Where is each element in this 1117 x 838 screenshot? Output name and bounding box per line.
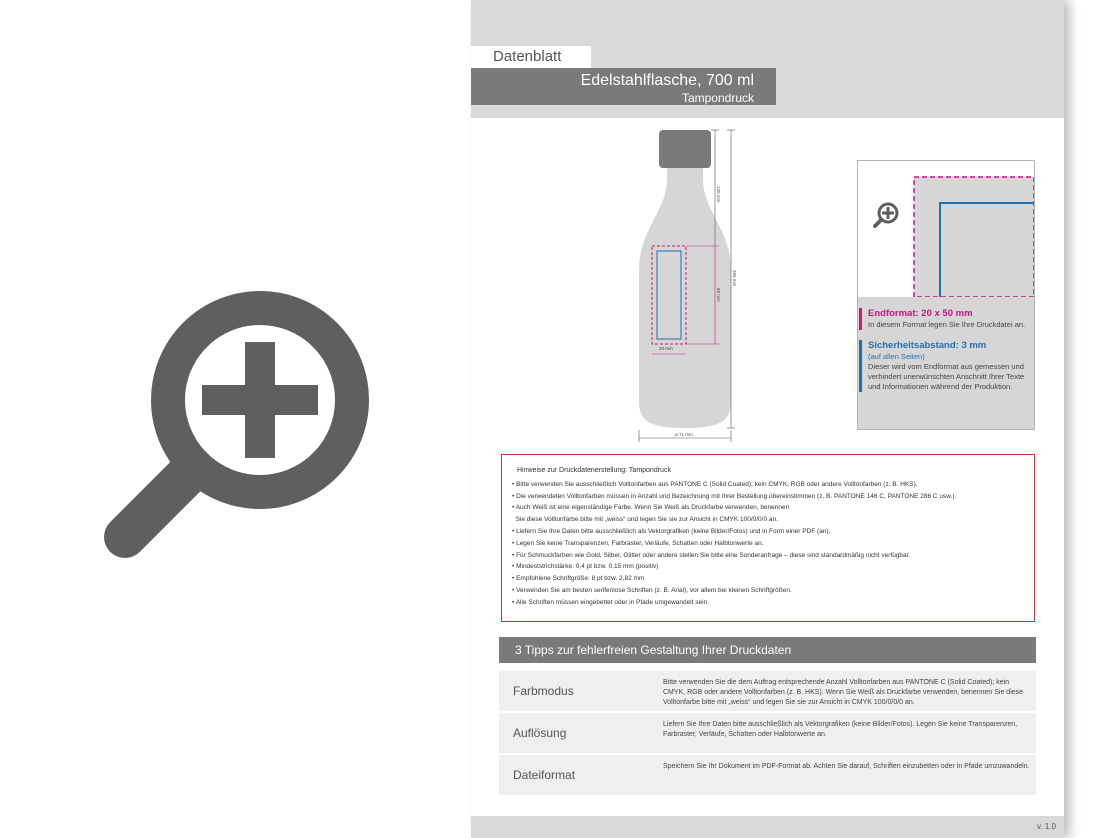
zoom-in-icon[interactable] bbox=[100, 290, 370, 560]
notes-heading: Hinweise zur Druckdatenerstellung: Tampondruck bbox=[517, 467, 671, 474]
tip-row-aufloesung bbox=[499, 713, 1036, 753]
version-label: v. 1.0 bbox=[1037, 822, 1056, 831]
tip-row-farbmodus bbox=[499, 671, 1036, 711]
datasheet-label: Datenblatt bbox=[471, 46, 591, 68]
tip-label: Dateiformat bbox=[513, 768, 576, 782]
print-area-detail-image bbox=[858, 161, 1034, 297]
note-item: • Bitte verwenden Sie ausschließlich Volltonfarben aus PANTONE C (Solid Coated); kein CMYK, RGB oder andere Volltonfarben (z. B. HKS). bbox=[512, 480, 918, 488]
dim-diameter-label: ø 71 mm bbox=[675, 432, 693, 437]
datasheet-page bbox=[471, 0, 1064, 838]
safety-title: Sicherheitsabstand: 3 mm bbox=[868, 340, 987, 351]
zoom-in-small-icon bbox=[875, 204, 897, 226]
title-bar bbox=[471, 68, 776, 105]
tip-label: Auflösung bbox=[513, 726, 567, 740]
safety-block bbox=[859, 340, 1033, 392]
note-item: • Für Schmuckfarben wie Gold, Silber, Glitter oder andere stellen Sie bitte eine Sonderanfrage – diese sind standardmäßig nicht verfügbar. bbox=[512, 551, 911, 559]
tip-text: Speichern Sie Ihr Dokument im PDF-Format ab. Achten Sie darauf, Schriften einzubetten oder in Pfade umzuwandeln. bbox=[663, 763, 1030, 770]
note-item: • Liefern Sie Ihre Daten bitte ausschließlich als Vektorgrafiken (keine Bilder/Fotos) und in Form einer PDF (an). bbox=[512, 527, 831, 535]
safety-text: Dieser wird vom Endformat aus gemessen und verhindert unerwünschten Anschnitt Ihrer Texte und Informationen während der Produktion. bbox=[868, 362, 1025, 391]
note-item: • Empfohlene Schriftgröße: 8 pt bzw. 2,82 mm bbox=[512, 575, 645, 583]
note-item: • Verwenden Sie am besten serifenlose Schriften (z. B. Arial), vor allem bei kleinen Schriftgrößen. bbox=[512, 586, 792, 594]
note-item: • Mindeststrichstärke: 0,4 pt bzw. 0,15 mm (positiv) bbox=[512, 563, 659, 571]
safety-subtitle: (auf allen Seiten) bbox=[868, 352, 925, 361]
note-item: • Legen Sie keine Transparenzen, Farbraster, Verläufe, Schatten oder Halbtonwerte an. bbox=[512, 539, 764, 547]
note-item: • Die verwendeten Volltonfarben müssen in Anzahl und Bezeichnung mit Ihrer Bestellung übereinstimmen (z. B. PANTONE 146 C, PANTONE 286 C usw.). bbox=[512, 492, 957, 500]
note-item: • Alle Schriften müssen eingebettet oder in Pfade umgewandelt sein. bbox=[512, 598, 710, 606]
dim-cap-label: 120 mm bbox=[716, 186, 721, 203]
tip-text: Liefern Sie Ihre Daten bitte ausschließlich als Vektorgrafiken (keine Bilder/Fotos). Legen Sie keine Transparenzen, Farbraster, Verläufe, Schatten oder Halbtonwerte an. bbox=[663, 721, 1018, 738]
tips-heading: 3 Tipps zur fehlerfreien Gestaltung Ihrer Druckdaten bbox=[499, 637, 1036, 663]
bottle-cap bbox=[659, 130, 711, 168]
dim-print-height-label: 50 mm bbox=[716, 288, 721, 302]
dim-total-label: 265 mm bbox=[732, 270, 737, 287]
print-method: Tampondruck bbox=[681, 91, 754, 105]
product-title: Edelstahlflasche, 700 ml bbox=[580, 72, 754, 89]
print-notes-box bbox=[501, 454, 1035, 622]
print-area-detail bbox=[857, 160, 1035, 430]
tip-row-dateiformat bbox=[499, 755, 1036, 795]
tip-text: Bitte verwenden Sie die dem Auftrag entsprechende Anzahl Volltonfarben aus PANTONE C (Solid Coated); kein CMYK, RGB oder andere Volltonfarben (z. B. HKS). Wenn Sie Weiß als Druckfarbe verwenden, benennen Sie diese Volltonfarbe bitte mit „weiss“ und legen Sie sie zur Ansicht in CMYK 100/0/0/0 an. bbox=[663, 679, 1024, 706]
dim-print-width-label: 20 mm bbox=[659, 346, 673, 351]
bottle-drawing bbox=[631, 120, 781, 450]
endformat-text: In diesem Format legen Sie Ihre Druckdatei an. bbox=[868, 320, 1026, 329]
endformat-block bbox=[859, 308, 1033, 330]
detail-legend bbox=[868, 308, 1033, 402]
note-item: • Auch Weiß ist eine eigenständige Farbe. Wenn Sie Weiß als Druckfarbe verwenden, benennen Sie diese Volltonfarbe bitte mit „weiss“ und legen Sie sie zur Ansicht in CMYK 100/0/0/0 an. bbox=[512, 504, 790, 524]
tip-label: Farbmodus bbox=[513, 684, 574, 698]
footer-band bbox=[471, 816, 1064, 838]
endformat-title: Endformat: 20 x 50 mm bbox=[868, 308, 973, 319]
